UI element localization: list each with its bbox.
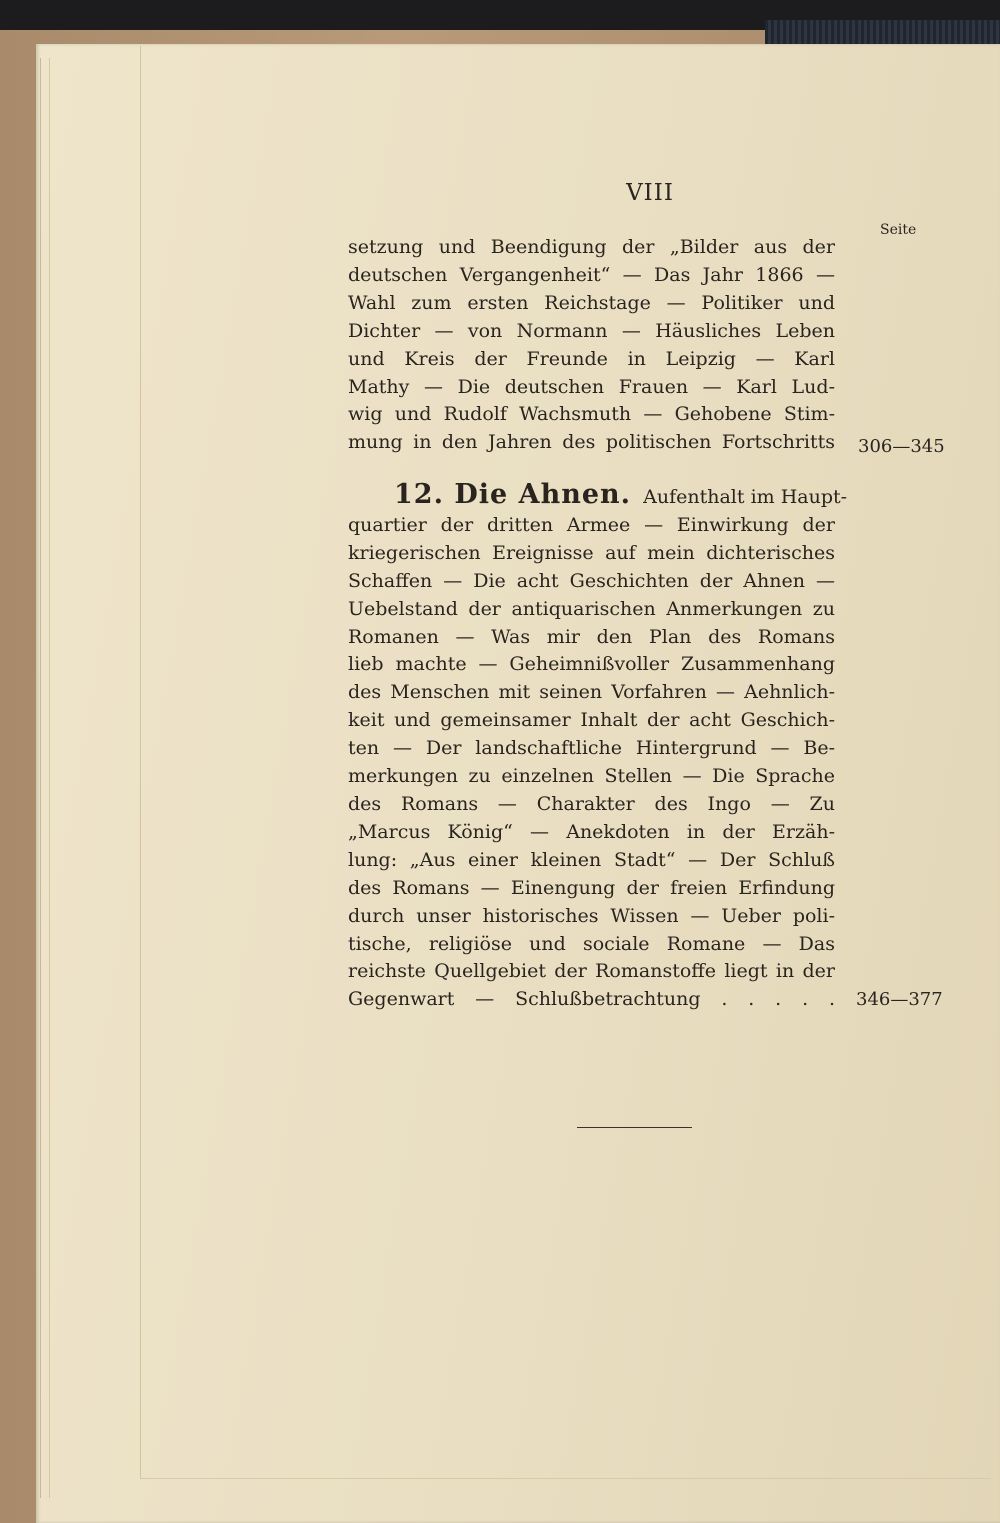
toc-line: des Romans — Einengung der freien Erfindung <box>348 876 835 899</box>
toc-line: Gegenwart — Schlußbetrachtung . . . . . <box>348 988 835 1011</box>
toc-line: kriegerischen Ereignisse auf mein dichterisches <box>348 541 835 564</box>
toc-page-range: 306—345 <box>858 436 945 457</box>
toc-line: lieb machte — Geheimnißvoller Zusammenhang <box>348 653 835 676</box>
toc-line: setzung und Beendigung der „Bilder aus der <box>348 236 835 258</box>
toc-entry-continued <box>348 234 835 457</box>
toc-entry-chapter-12 <box>348 479 848 1014</box>
page-number: VIII <box>626 180 674 206</box>
toc-line: und Kreis der Freunde in Leipzig — Karl <box>348 347 835 370</box>
toc-line: des Menschen mit seinen Vorfahren — Aehnlich- <box>348 681 835 704</box>
toc-line: ten — Der landschaftliche Hintergrund — Be- <box>348 737 835 760</box>
page-column-label: Seite <box>880 222 917 238</box>
toc-line: durch unser historisches Wissen — Ueber poli- <box>348 904 835 927</box>
toc-line: Romanen — Was mir den Plan des Romans <box>348 625 835 648</box>
toc-line: deutschen Vergangenheit“ — Das Jahr 1866 — <box>348 263 835 286</box>
toc-page-range: 346—377 <box>856 989 943 1010</box>
toc-line: des Romans — Charakter des Ingo — Zu <box>348 792 835 815</box>
toc-line: mung in den Jahren des politischen Fortschritts <box>348 431 835 454</box>
toc-line: keit und gemeinsamer Inhalt der acht Geschich- <box>348 709 835 732</box>
toc-line: Uebelstand der antiquarischen Anmerkungen zu <box>348 597 835 620</box>
page-leaf-edge <box>40 58 50 1498</box>
toc-line-text: Aufenthalt im Haupt- <box>643 486 848 508</box>
toc-line: Dichter — von Normann — Häusliches Leben <box>348 319 835 342</box>
toc-line: wig und Rudolf Wachsmuth — Gehobene Stim- <box>348 403 835 426</box>
toc-line: tische, religiöse und sociale Romane — Das <box>348 932 835 955</box>
toc-line: reichste Quellgebiet der Romanstoffe liegt in der <box>348 960 835 983</box>
section-rule <box>577 1127 692 1128</box>
toc-line: Wahl zum ersten Reichstage — Politiker und <box>348 291 835 314</box>
toc-line: lung: „Aus einer kleinen Stadt“ — Der Schluß <box>348 848 835 871</box>
toc-line: „Marcus König“ — Anekdoten in der Erzäh- <box>348 820 835 843</box>
toc-line: Mathy — Die deutschen Frauen — Karl Lud- <box>348 375 835 398</box>
toc-line-first <box>348 479 848 512</box>
chapter-heading: 12. Die Ahnen. <box>394 479 632 510</box>
toc-line: Schaffen — Die acht Geschichten der Ahnen — <box>348 569 835 592</box>
toc-line: merkungen zu einzelnen Stellen — Die Sprache <box>348 765 835 788</box>
toc-line: quartier der dritten Armee — Einwirkung der <box>348 513 835 536</box>
